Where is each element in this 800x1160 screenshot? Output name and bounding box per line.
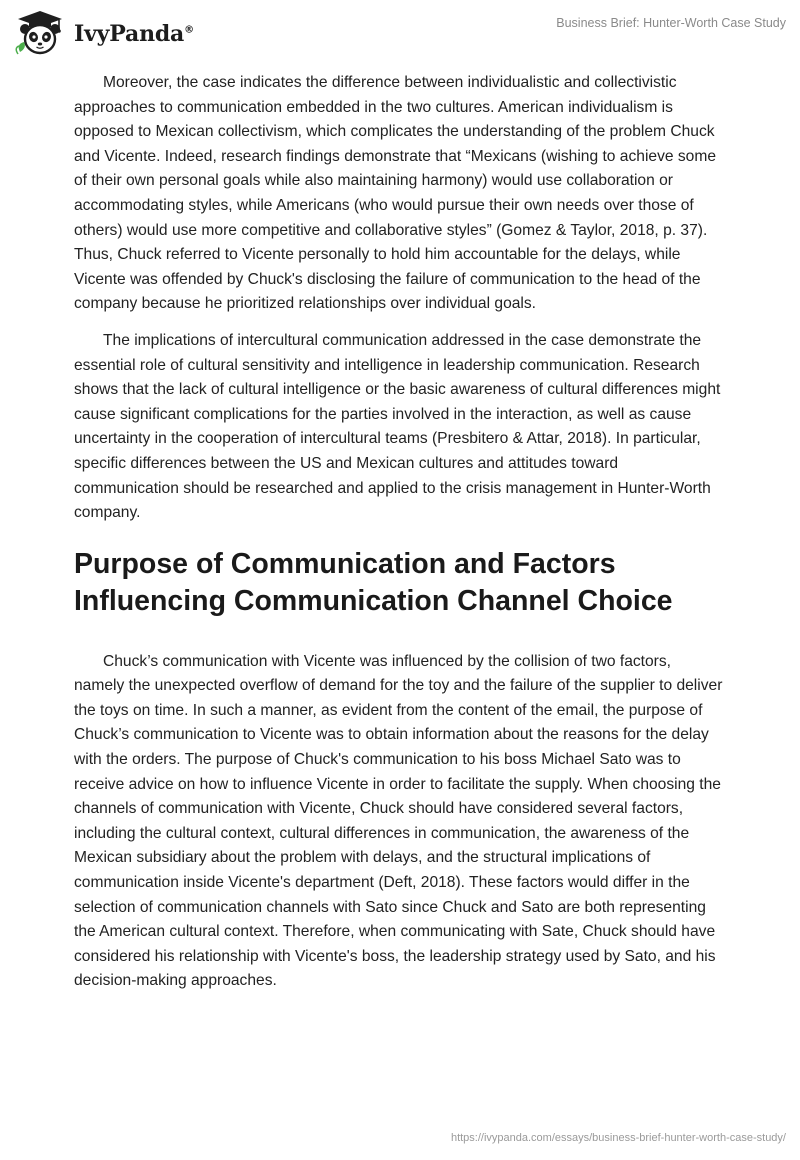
source-url[interactable]: https://ivypanda.com/essays/business-brief-hunter-worth-case-study/ [450, 1132, 786, 1144]
ivypanda-logo[interactable] [14, 8, 194, 58]
brand-registered-mark: ® [184, 24, 194, 36]
body-paragraph: The implications of intercultural communication addressed in the case demonstrate the essential role of cultural sensitivity and intelligence in leadership communication. Research shows that the lack of cultural intelligence or the basic awareness of cultural differences might cause significant complications for the parties involved in the interaction, as well as cause uncertainty in the cooperation of intercultural teams (Presbitero & Attar, 2018). In particular, specific differences between the US and Mexican cultures and attitudes toward communication should be researched and applied to the crisis management in Hunter-Worth company. [74, 331, 721, 522]
body-paragraph: Moreover, the case indicates the difference between individualistic and collectivistic approaches to communication embedded in the two cultures. American individualism is opposed to Mexican collectivism, which complicates the understanding of the problem Chuck and Vicente. Indeed, research findings demonstrate that “Mexicans (wishing to achieve some of their own personal goals while also maintaining harmony) would use collaboration or accommodating styles, while Americans (who would pursue their own needs over those of others) would use more competitive and collaborative styles” (Gomez & Taylor, 2018, p. 37). Thus, Chuck referred to Vicente personally to hold him accountable for the delays, while Vicente was offended by Chuck's disclosing the failure of communication to the head of the company because he prioritized relationships over individual goals. [74, 74, 717, 313]
section-heading: Purpose of Communication and Factors Influencing Communication Channel Choice [74, 547, 673, 617]
brand-name: IvyPanda® [74, 21, 194, 47]
document-title: Business Brief: Hunter-Worth Case Study [556, 16, 786, 30]
panda-graduate-icon [14, 8, 66, 58]
essay-content [74, 71, 724, 1006]
body-paragraph: Chuck’s communication with Vicente was influenced by the collision of two factors, namely the unexpected overflow of demand for the toy and the failure of the supplier to deliver the toys on time. In such a manner, as evident from the content of the email, the purpose of Chuck’s communication to Vicente was to obtain information about the reasons for the delay with the orders. The purpose of Chuck's communication to his boss Michael Sato was to receive advice on how to influence Vicente in order to facilitate the supply. When choosing the channels of communication with Vicente, Chuck should have considered several factors, including the cultural context, cultural differences in communication, the awareness of the Mexican subsidiary about the problem with delays, and the structural implications of communication inside Vicente's department (Deft, 2018). These factors would differ in the selection of communication channels with Sato since Chuck and Sato are both representing the American cultural context. Therefore, when communicating with Sate, Chuck should have considered his relationship with Vicente's boss, the leadership strategy used by Sato, and his decision-making approaches. [74, 652, 723, 990]
page-header [14, 8, 786, 64]
